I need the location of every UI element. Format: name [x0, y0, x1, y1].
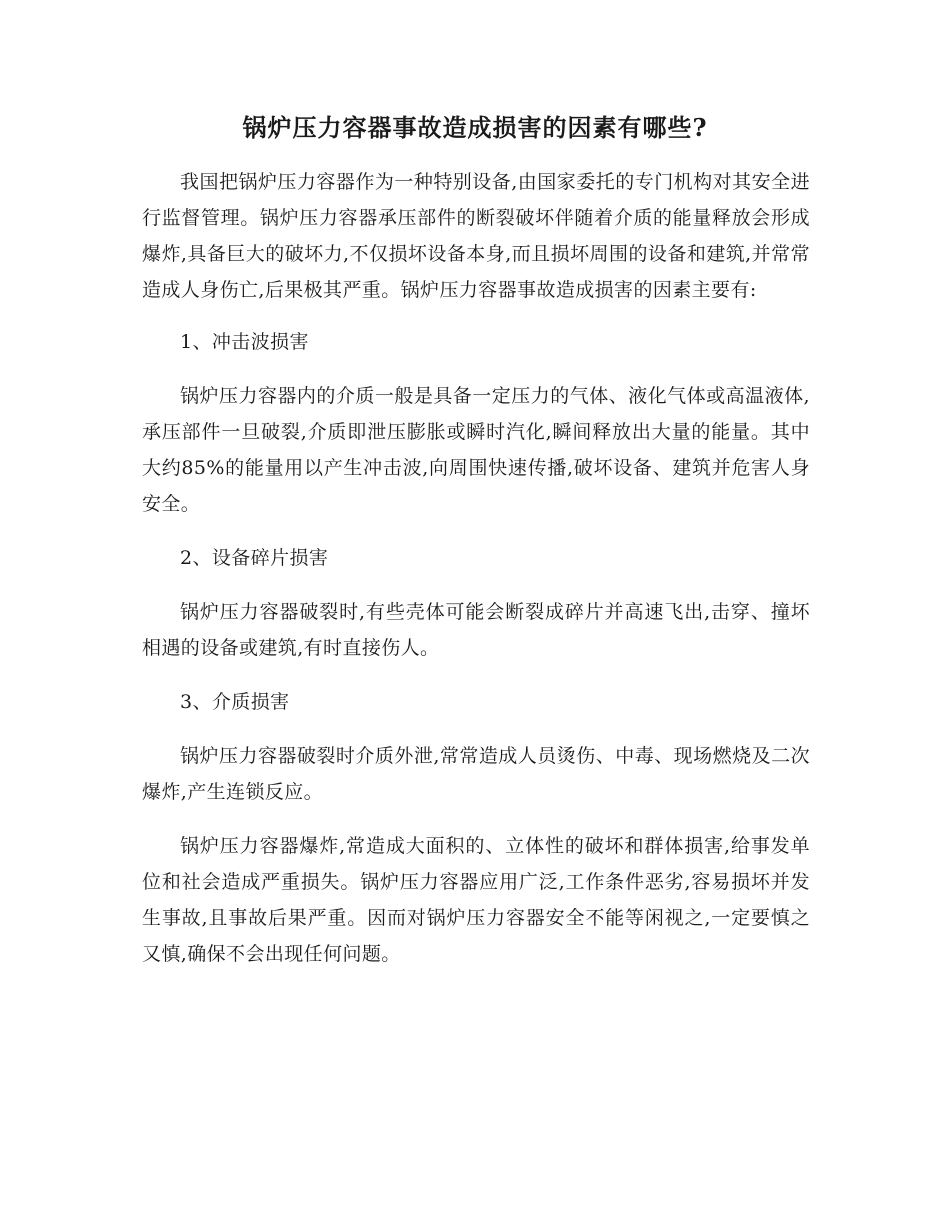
document-body [142, 164, 810, 990]
section-text-medium: 锅炉压力容器破裂时介质外泄,常常造成人员烫伤、中毒、现场燃烧及二次爆炸,产生连锁反应。 [142, 745, 810, 803]
section-heading-fragments: 2、设备碎片损害 [180, 547, 329, 569]
conclusion-paragraph: 锅炉压力容器爆炸,常造成大面积的、立体性的破坏和群体损害,给事发单位和社会造成严重损失。锅炉压力容器应用广泛,工作条件恶劣,容易损坏并发生事故,且事故后果严重。因而对锅炉压力容器安全不能等闲视之,一定要慎之又慎,确保不会出现任何问题。 [142, 835, 810, 965]
section-heading-shockwave: 1、冲击波损害 [180, 331, 309, 353]
document-title: 锅炉压力容器事故造成损害的因素有哪些? [242, 113, 708, 142]
section-text-fragments: 锅炉压力容器破裂时,有些壳体可能会断裂成碎片并高速飞出,击穿、撞坏相遇的设备或建筑,有时直接伤人。 [142, 601, 810, 659]
section-heading-medium: 3、介质损害 [180, 691, 290, 713]
intro-paragraph: 我国把锅炉压力容器作为一种特别设备,由国家委托的专门机构对其安全进行监督管理。锅炉压力容器承压部件的断裂破坏伴随着介质的能量释放会形成爆炸,具备巨大的破坏力,不仅损坏设备本身,而且损坏周围的设备和建筑,并常常造成人身伤亡,后果极其严重。锅炉压力容器事故造成损害的因素主要有: [142, 171, 810, 301]
section-text-shockwave: 锅炉压力容器内的介质一般是具备一定压力的气体、液化气体或高温液体,承压部件一旦破裂,介质即泄压膨胀或瞬时汽化,瞬间释放出大量的能量。其中大约85%的能量用以产生冲击波,向周围快速传播,破坏设备、建筑并危害人身安全。 [142, 385, 810, 515]
